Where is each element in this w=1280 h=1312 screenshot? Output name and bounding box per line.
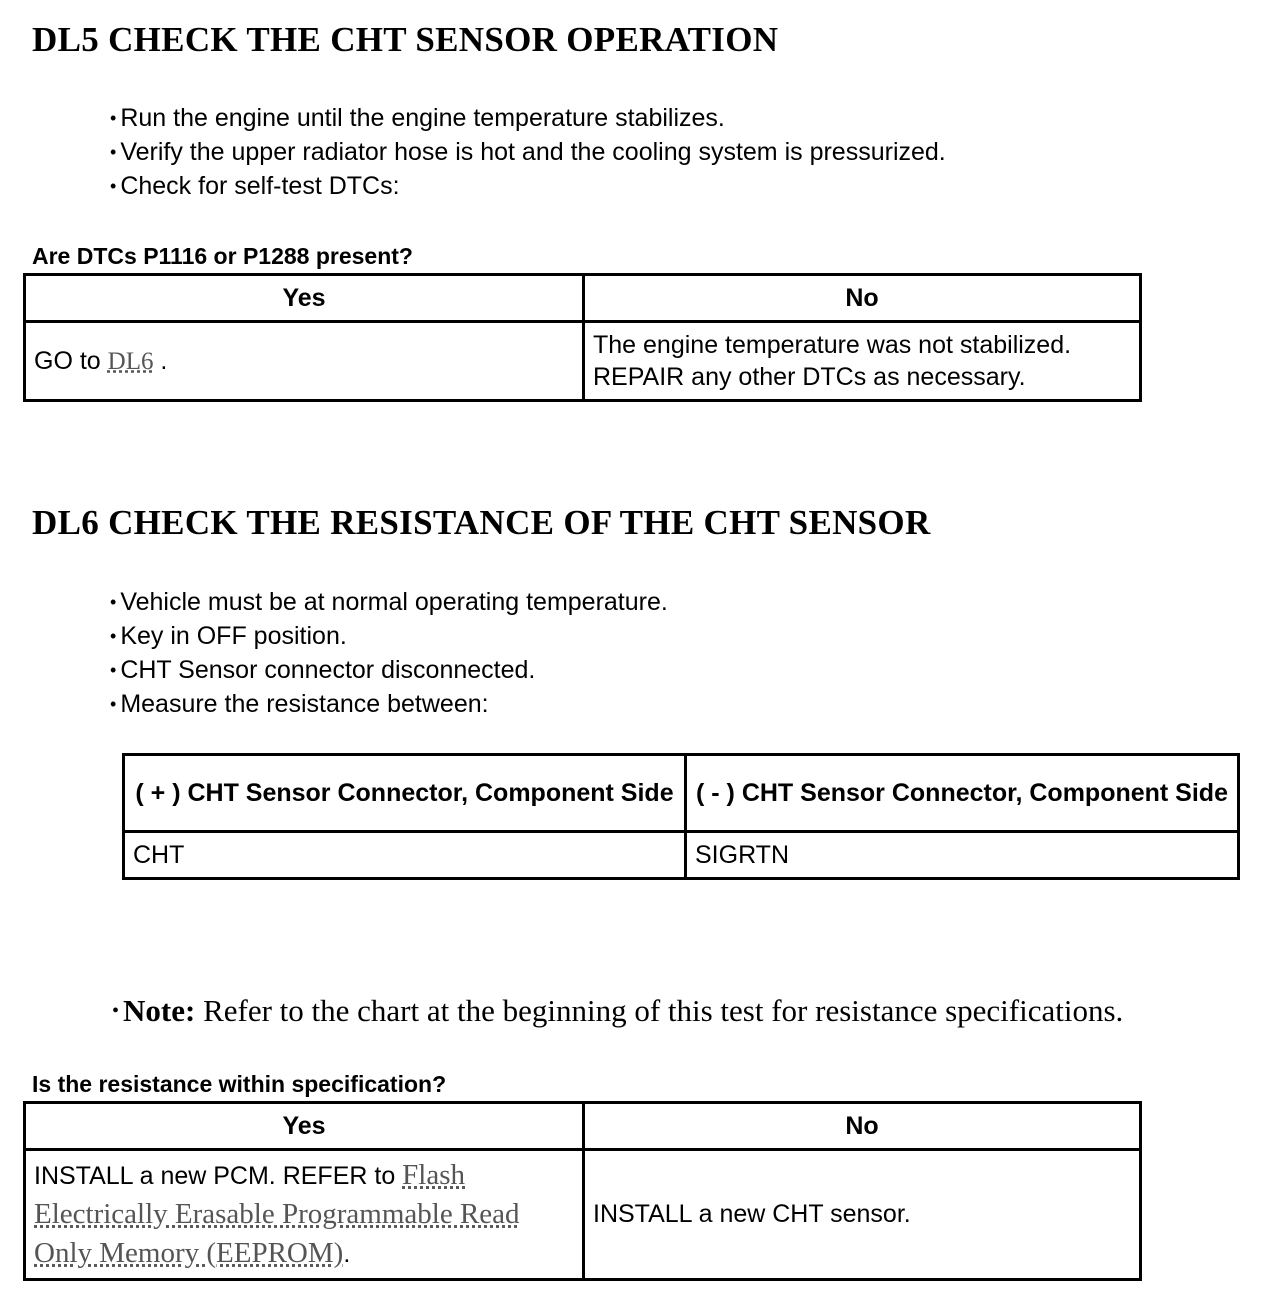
list-item: • Verify the upper radiator hose is hot and the cooling system is pressurized. [110, 135, 946, 169]
yes-header: Yes [25, 275, 584, 322]
measure-table [122, 753, 1240, 880]
dl6-link[interactable]: DL6 [107, 347, 154, 375]
note-label: Note: [123, 993, 196, 1028]
list-item: • Vehicle must be at normal operating temperature. [110, 585, 668, 619]
yes-cell [25, 322, 584, 401]
eeprom-link[interactable]: Flash Electrically Erasable Programmable Read Only Memory (EEPROM) [34, 1159, 520, 1269]
minus-header: ( - ) CHT Sensor Connector, Component Side [686, 755, 1239, 832]
no-cell: INSTALL a new CHT sensor. [584, 1150, 1141, 1280]
minus-cell: SIGRTN [686, 832, 1239, 879]
dl6-bullets [110, 585, 668, 721]
yes-cell [25, 1150, 584, 1280]
no-line: REPAIR any other DTCs as necessary. [593, 363, 1026, 391]
plus-cell: CHT [124, 832, 686, 879]
plus-header: ( + ) CHT Sensor Connector, Component Side [124, 755, 686, 832]
dl5-bullets [110, 101, 946, 203]
list-item: • Measure the resistance between: [110, 687, 668, 721]
yes-text: INSTALL a new PCM. REFER to [34, 1162, 396, 1190]
no-header: No [584, 1103, 1141, 1150]
list-item: • Key in OFF position. [110, 619, 668, 653]
list-item: • Run the engine until the engine temperature stabilizes. [110, 101, 946, 135]
dl6-question: Is the resistance within specification? [32, 1071, 447, 1097]
no-header: No [584, 275, 1141, 322]
dl6-answer-table [23, 1101, 1142, 1281]
dl5-title: DL5 CHECK THE CHT SENSOR OPERATION [32, 20, 779, 59]
note-text: Refer to the chart at the beginning of this test for resistance specifications. [203, 993, 1124, 1028]
yes-suffix: . [160, 346, 168, 375]
dl5-answer-table [23, 273, 1142, 402]
dl5-question: Are DTCs P1116 or P1288 present? [32, 243, 413, 269]
dl6-title: DL6 CHECK THE RESISTANCE OF THE CHT SENSOR [32, 503, 931, 542]
no-line: The engine temperature was not stabilized. [593, 331, 1072, 359]
no-cell [584, 322, 1141, 401]
yes-header: Yes [25, 1103, 584, 1150]
note [112, 993, 1123, 1029]
list-item: • CHT Sensor connector disconnected. [110, 653, 668, 687]
list-item: • Check for self-test DTCs: [110, 169, 946, 203]
yes-text: GO to [34, 346, 101, 375]
yes-suffix: . [343, 1240, 351, 1268]
